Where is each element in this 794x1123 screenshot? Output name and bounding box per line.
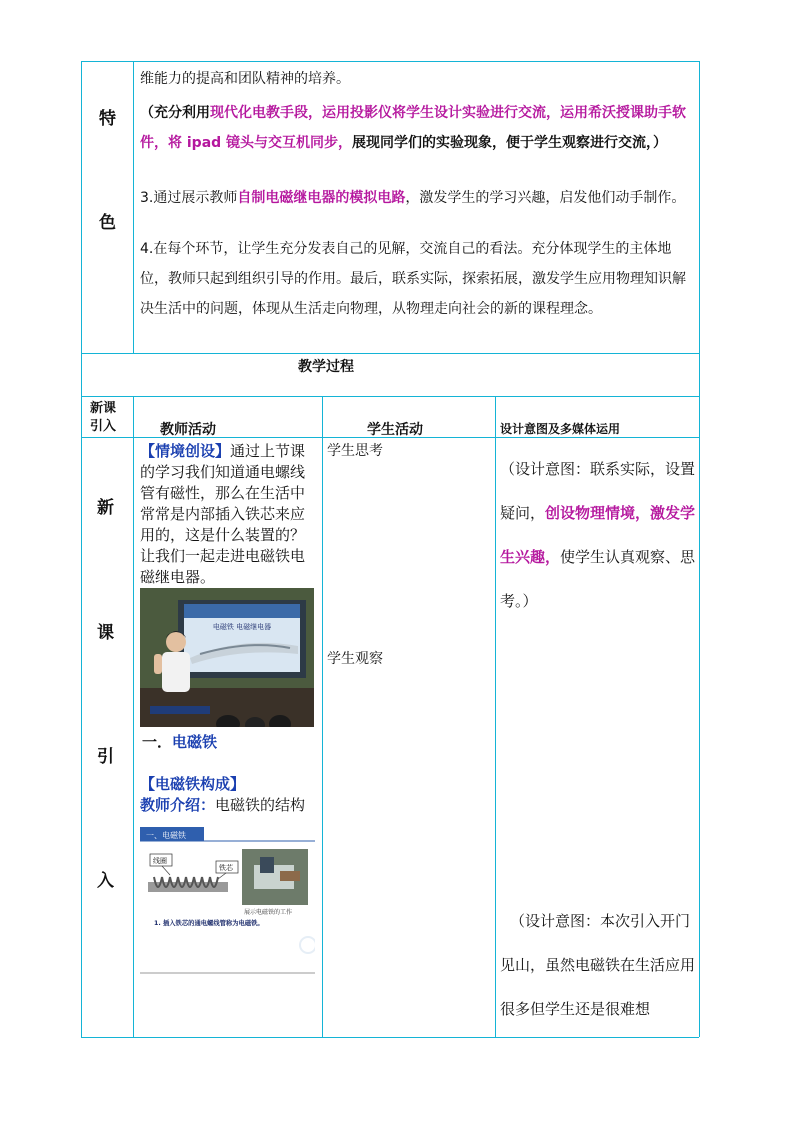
feature-line-1: 维能力的提高和团队精神的培养。 — [140, 71, 350, 87]
student-observe: 学生观察 — [327, 651, 383, 667]
feature-paragraph-2 — [140, 98, 696, 158]
design-intent-2: （设计意图：本次引入开门见山，虽然电磁铁在生活应用很多但学生还是很难想 — [500, 912, 696, 1018]
slide-core-label: 铁芯 — [219, 864, 233, 872]
header-student-activity: 学生活动 — [367, 422, 423, 438]
slide-title: 一、电磁铁 — [146, 831, 186, 840]
scenario-body: 通过上节课的学习我们知道通电螺线管有磁性，那么在生活中常常是内部插入铁芯来应用的，这是什么装置的？让我们一起走进电磁铁电磁继电器。 — [140, 442, 306, 586]
header-design-intent: 设计意图及多媒体运用 — [500, 422, 621, 436]
classroom-photo-graphic — [140, 588, 314, 727]
feature-paragraph-4: 4.在每个环节，让学生充分发表自己的见解，交流自己的看法。充分体现学生的主体地位，教师只起到组织引导的作用。最后，联系实际，探索拓展，激发学生应用物理知识解决生活中的问题，体现从生活走向物理，从物理走向社会的新的课程理念。 — [140, 241, 686, 317]
slide-photo-caption: 展示电磁铁的工作 — [244, 909, 293, 916]
section-one-title: 电磁铁 — [172, 733, 218, 751]
electromagnet-slide-graphic — [140, 821, 315, 974]
row-label-char-1: 新 — [97, 498, 114, 518]
row-label-char-2: 课 — [97, 623, 114, 643]
para2-highlight: 现代化电教手段，运用投影仪将学生设计实验进行交流，运用希沃授课助手软件，将 ipad 镜头与交互机同步， — [140, 105, 686, 151]
section-one-heading — [142, 732, 217, 752]
feature-label-char-1: 特 — [99, 109, 116, 129]
design-intent-1 — [500, 447, 696, 623]
section-one-number: 一． — [142, 733, 173, 751]
header-teacher-activity: 教师活动 — [160, 422, 216, 438]
student-think: 学生思考 — [327, 443, 383, 459]
design1-post: 使学生认真观察、思考。） — [500, 548, 696, 610]
row-label-char-3: 引 — [97, 747, 114, 767]
classroom-photo — [140, 588, 314, 727]
intro-text: 电磁铁的结构 — [215, 796, 306, 814]
teacher-intro-line — [140, 795, 305, 815]
intro-label: 教师介绍： — [140, 796, 216, 814]
feature-label-char-2: 色 — [99, 213, 116, 233]
feature-paragraph-3 — [140, 188, 692, 208]
teacher-scenario-text — [140, 441, 318, 588]
para3-pre: 3.通过展示教师 — [140, 190, 238, 206]
board-title: 电磁铁 电磁继电器 — [212, 623, 272, 631]
composition-tag — [140, 774, 245, 794]
para2-rest: 展现同学们的实验现象，便于学生观察进行交流，） — [352, 135, 668, 151]
design1-pre: （设计意图：联系实际，设置疑问， — [500, 460, 696, 522]
para2-open: （充分利用 — [140, 105, 210, 121]
electromagnet-slide — [140, 821, 315, 974]
composition-tag-text: 【电磁铁构成】 — [140, 775, 246, 793]
header-new-lesson-intro: 新课引入 — [90, 401, 117, 434]
design1-highlight: 创设物理情境，激发学生兴趣， — [500, 504, 696, 566]
process-title: 教学过程 — [298, 359, 354, 375]
para3-post: ，激发学生的学习兴趣，启发他们动手制作。 — [405, 190, 686, 206]
row-label-char-4: 入 — [97, 871, 114, 891]
scenario-tag: 【情境创设】 — [140, 442, 231, 460]
slide-coil-label: 线圈 — [153, 857, 167, 865]
para3-highlight: 自制电磁继电器的模拟电路 — [237, 190, 406, 206]
slide-definition: 1. 插入铁芯的通电螺线管称为电磁铁。 — [154, 920, 264, 927]
